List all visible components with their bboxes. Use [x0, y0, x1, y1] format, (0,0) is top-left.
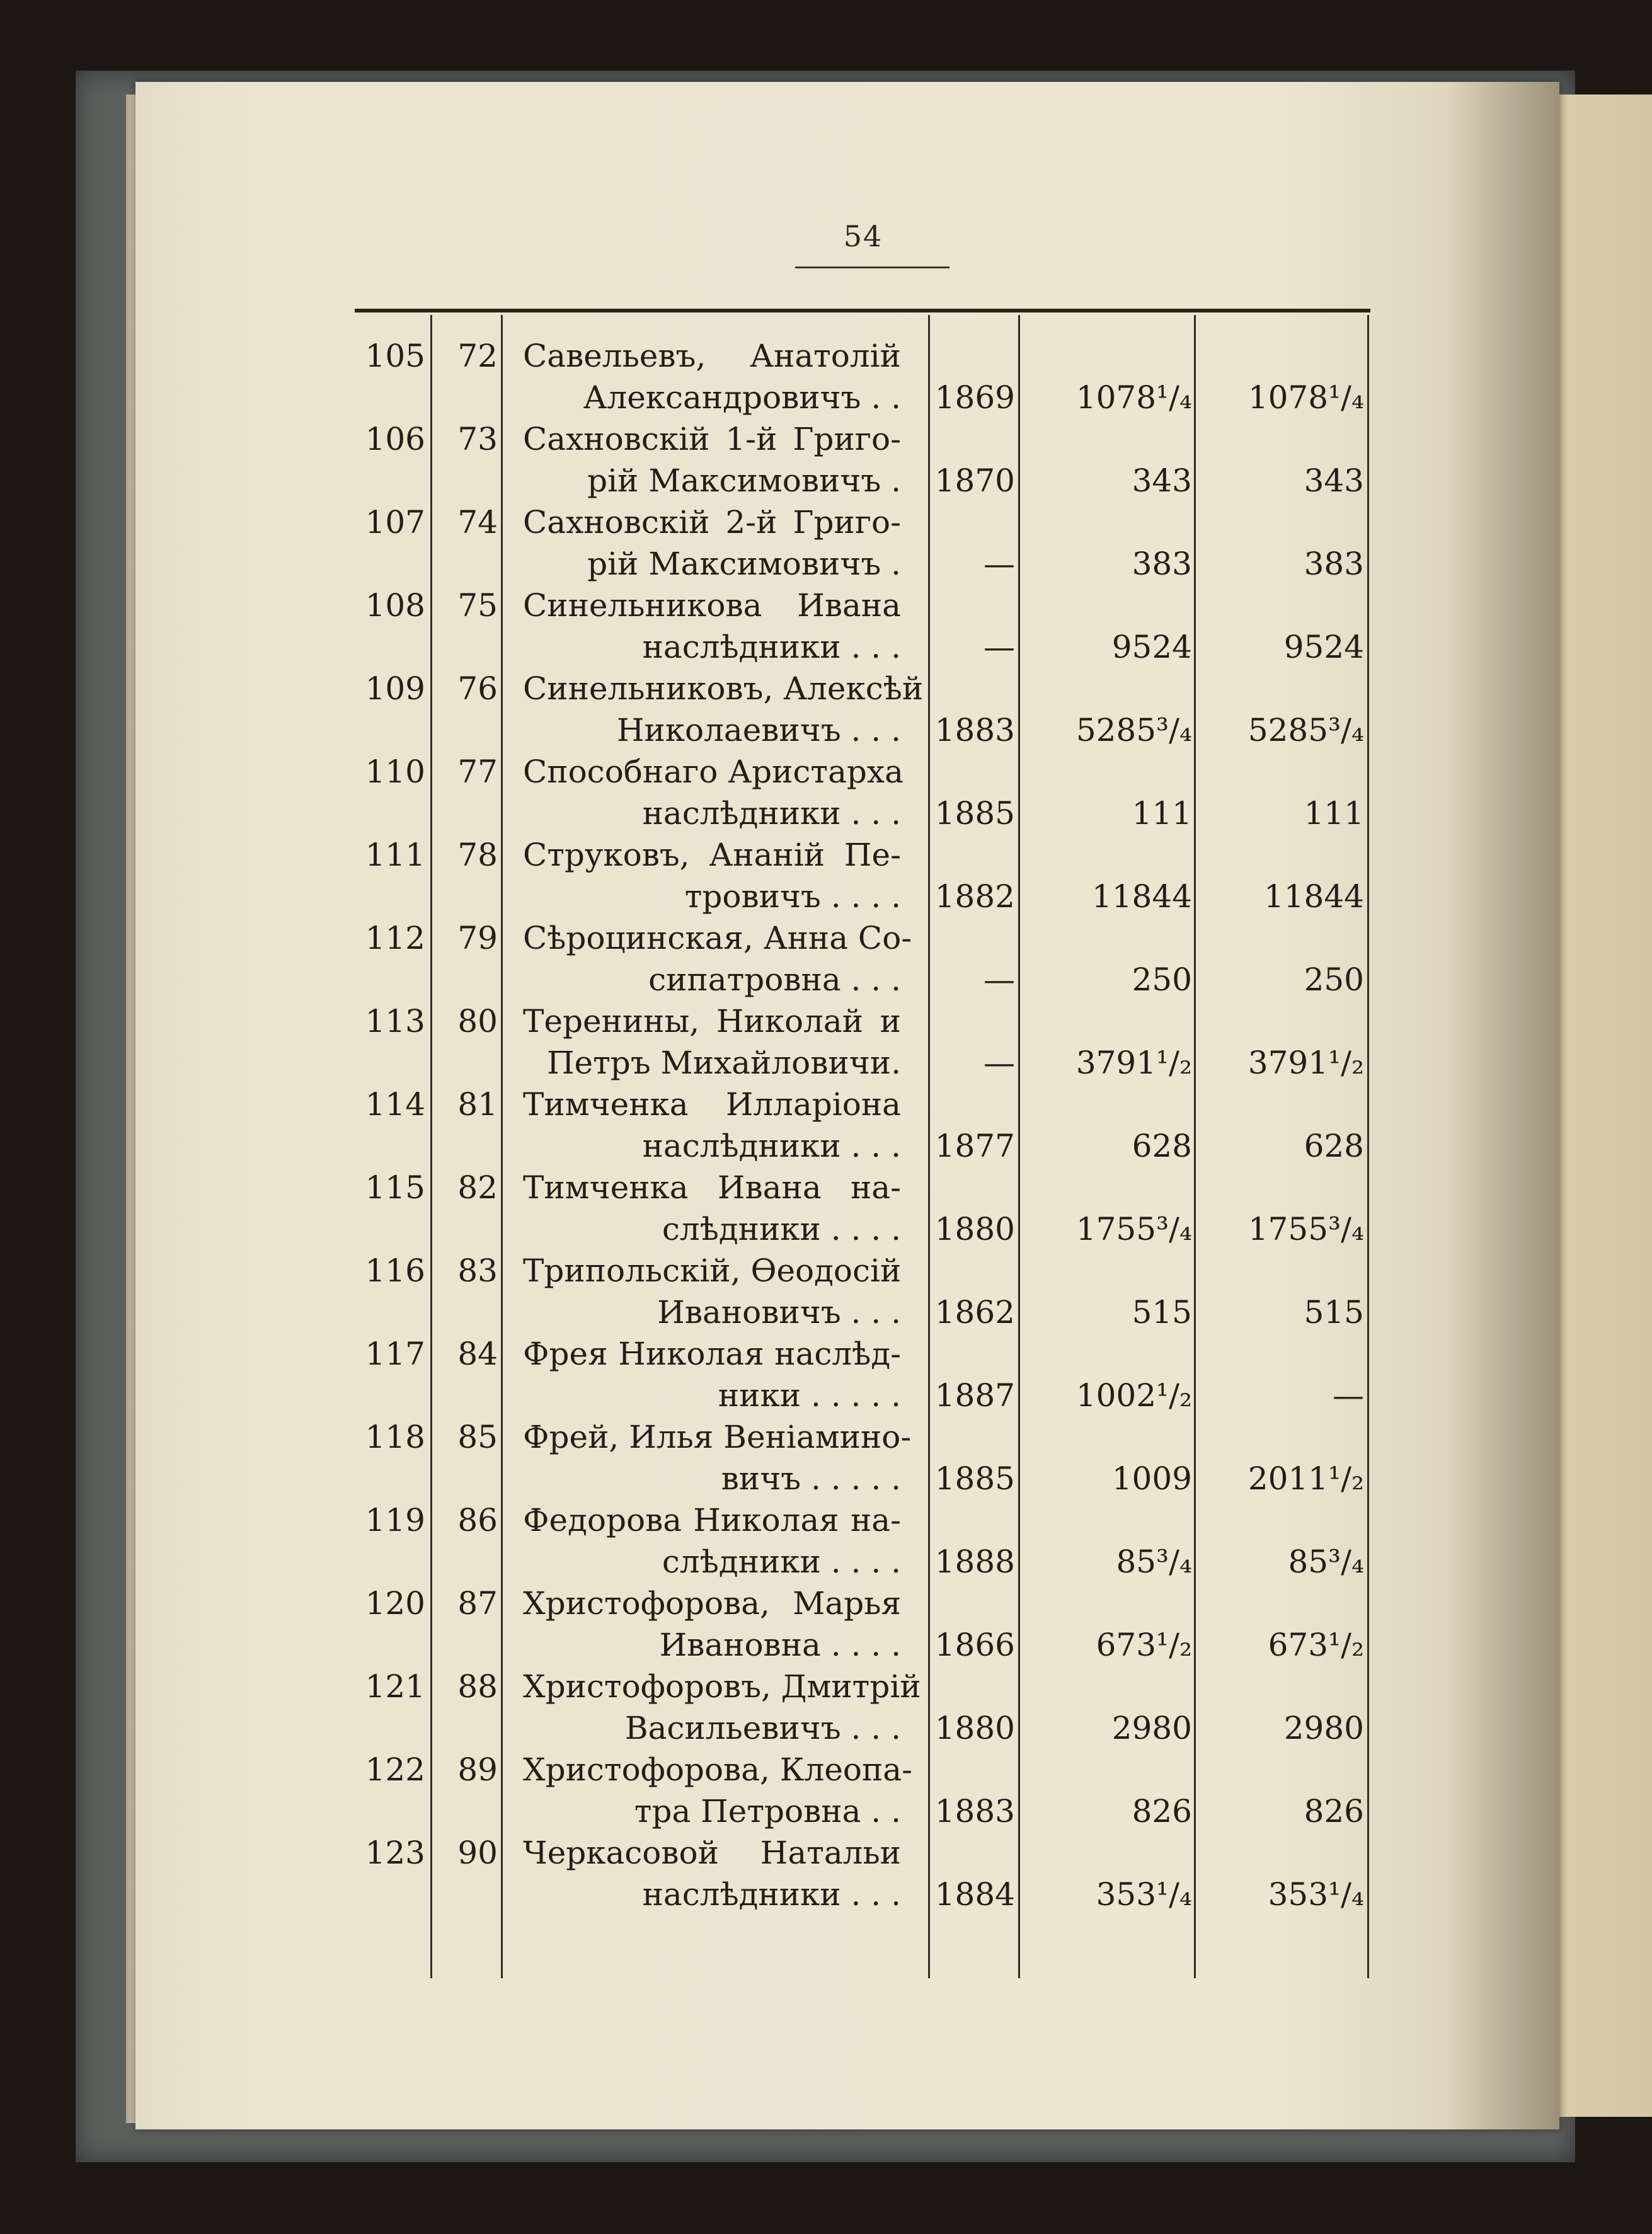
row-number: 108 — [365, 587, 425, 624]
amount-2: 3791¹/₂ — [1248, 1045, 1364, 1081]
amount-2: 353¹/₄ — [1268, 1876, 1364, 1913]
year: 1888 — [934, 1544, 1015, 1580]
name-line-2: наслѣдники . . . — [642, 1128, 901, 1164]
name-line-2: Петръ Михайловичи. — [546, 1045, 901, 1081]
amount-2: 5285³/₄ — [1248, 712, 1364, 748]
amount-2: 2011¹/₂ — [1248, 1460, 1364, 1497]
name-line-1: Тимченка Илларіона — [523, 1086, 901, 1123]
name-line-1: Тимченка Ивана на- — [523, 1169, 901, 1206]
year: 1862 — [934, 1294, 1015, 1331]
row-number: 106 — [365, 421, 425, 457]
row-subnumber: 74 — [457, 504, 498, 541]
name-line-2: Ивановичъ . . . — [657, 1294, 901, 1331]
row-subnumber: 87 — [457, 1585, 498, 1622]
year-col-rule — [928, 315, 930, 1978]
row-number: 109 — [365, 670, 425, 707]
amount-1: 383 — [1132, 546, 1192, 582]
year: — — [984, 1045, 1015, 1081]
name-line-1: Христофоровъ, Дмитрій — [523, 1668, 921, 1705]
amount-2: 1755³/₄ — [1248, 1211, 1364, 1247]
row-number: 114 — [365, 1086, 425, 1123]
name-line-1: Федорова Николая на- — [523, 1502, 901, 1538]
row-subnumber: 86 — [457, 1502, 498, 1538]
amount-2: 1078¹/₄ — [1248, 379, 1364, 416]
row-number: 107 — [365, 504, 425, 541]
amount-2: — — [1333, 1377, 1364, 1414]
name-line-1: Савельевъ, Анатолій — [523, 338, 901, 374]
amount-1: 11844 — [1091, 878, 1192, 915]
name-line-2: Александровичъ . . — [583, 379, 901, 416]
amount-2: 11844 — [1263, 878, 1364, 915]
name-line-2: Ивановна . . . . — [659, 1627, 901, 1663]
amount-1: 1078¹/₄ — [1076, 379, 1192, 416]
name-line-2: слѣдники . . . . — [662, 1544, 901, 1580]
amount-2: 673¹/₂ — [1268, 1627, 1364, 1663]
name-line-2: наслѣдники . . . — [642, 629, 901, 665]
year: 1883 — [934, 712, 1015, 748]
name-col-rule — [501, 315, 503, 1978]
year: 1866 — [934, 1627, 1015, 1663]
year: 1883 — [934, 1793, 1015, 1830]
row-subnumber: 79 — [457, 920, 498, 956]
amount-1: 111 — [1132, 795, 1192, 832]
amount-2: 343 — [1304, 462, 1364, 499]
amount-1: 5285³/₄ — [1076, 712, 1192, 748]
name-line-2: рій Максимовичъ . — [587, 546, 901, 582]
row-subnumber: 78 — [457, 837, 498, 873]
amount-1: 1009 — [1111, 1460, 1192, 1497]
name-line-2: слѣдники . . . . — [662, 1211, 901, 1247]
row-number: 111 — [365, 837, 425, 873]
name-line-1: Трипольскій, Ѳеодосій — [523, 1252, 902, 1289]
row-subnumber: 80 — [457, 1003, 498, 1040]
amount-2: 628 — [1304, 1128, 1364, 1164]
year: 1880 — [934, 1211, 1015, 1247]
row-subnumber: 81 — [457, 1086, 498, 1123]
row-number: 120 — [365, 1585, 425, 1622]
n-col-rule — [430, 315, 432, 1978]
name-line-1: Теренины, Николай и — [523, 1003, 901, 1040]
amount1-col-rule — [1018, 315, 1020, 1978]
table-top-rule — [355, 309, 1370, 312]
row-subnumber: 89 — [457, 1751, 498, 1788]
page-number: 54 — [843, 219, 883, 253]
year: 1884 — [934, 1876, 1015, 1913]
row-subnumber: 88 — [457, 1668, 498, 1705]
amount-1: 515 — [1132, 1294, 1192, 1331]
row-subnumber: 85 — [457, 1419, 498, 1455]
name-line-1: Фрей, Илья Веніамино- — [523, 1419, 912, 1455]
name-line-2: рій Максимовичъ . — [587, 462, 901, 499]
row-subnumber: 72 — [457, 338, 498, 374]
name-line-1: Христофорова, Клеопа- — [523, 1751, 912, 1788]
amount-1: 3791¹/₂ — [1076, 1045, 1192, 1081]
name-line-2: тра Петровна . . — [634, 1793, 901, 1830]
row-subnumber: 84 — [457, 1336, 498, 1372]
name-line-1: Струковъ, Ананій Пе- — [523, 837, 901, 873]
amount2-col-rule — [1194, 315, 1196, 1978]
row-number: 115 — [365, 1169, 425, 1206]
amount-2: 250 — [1304, 961, 1364, 998]
amount-1: 343 — [1132, 462, 1192, 499]
row-subnumber: 82 — [457, 1169, 498, 1206]
name-line-2: тровичъ . . . . — [684, 878, 901, 915]
amount-1: 250 — [1132, 961, 1192, 998]
name-line-1: Христофорова, Марья — [523, 1585, 901, 1622]
name-line-1: Сахновскій 1-й Григо- — [523, 421, 901, 457]
row-number: 123 — [365, 1835, 425, 1871]
row-subnumber: 83 — [457, 1252, 498, 1289]
row-subnumber: 76 — [457, 670, 498, 707]
amount-1: 1002¹/₂ — [1076, 1377, 1192, 1414]
right-rule — [1367, 315, 1369, 1978]
year: 1870 — [934, 462, 1015, 499]
name-line-2: ники . . . . . — [718, 1377, 901, 1414]
amount-1: 353¹/₄ — [1096, 1876, 1192, 1913]
page-number-rule — [795, 266, 949, 268]
name-line-1: Способнаго Аристарха — [523, 753, 903, 790]
year: 1885 — [934, 795, 1015, 832]
row-number: 113 — [365, 1003, 425, 1040]
year: — — [984, 961, 1015, 998]
amount-2: 2980 — [1283, 1710, 1364, 1746]
amount-1: 628 — [1132, 1128, 1192, 1164]
row-number: 117 — [365, 1336, 425, 1372]
year: — — [984, 629, 1015, 665]
name-line-1: Сѣроцинская, Анна Со- — [523, 920, 912, 956]
amount-2: 826 — [1304, 1793, 1364, 1830]
amount-2: 515 — [1304, 1294, 1364, 1331]
row-subnumber: 73 — [457, 421, 498, 457]
name-line-2: Николаевичъ . . . — [616, 712, 901, 748]
name-line-1: Черкасовой Натальи — [523, 1835, 901, 1871]
amount-1: 673¹/₂ — [1096, 1627, 1192, 1663]
row-subnumber: 90 — [457, 1835, 498, 1871]
name-line-2: Васильевичъ . . . — [624, 1710, 901, 1746]
year: 1885 — [934, 1460, 1015, 1497]
row-number: 112 — [365, 920, 425, 956]
amount-2: 383 — [1304, 546, 1364, 582]
name-line-2: вичъ . . . . . — [721, 1460, 901, 1497]
row-number: 105 — [365, 338, 425, 374]
name-line-1: Синельниковъ, Алексѣй — [523, 670, 924, 707]
year: 1880 — [934, 1710, 1015, 1746]
name-line-1: Фрея Николая наслѣд- — [523, 1336, 901, 1372]
row-number: 116 — [365, 1252, 425, 1289]
name-line-2: сипатровна . . . — [648, 961, 901, 998]
name-line-1: Сахновскій 2-й Григо- — [523, 504, 901, 541]
row-number: 118 — [365, 1419, 425, 1455]
amount-2: 9524 — [1283, 629, 1364, 665]
row-subnumber: 77 — [457, 753, 498, 790]
row-number: 121 — [365, 1668, 425, 1705]
year: 1877 — [934, 1128, 1015, 1164]
name-line-2: наслѣдники . . . — [642, 1876, 901, 1913]
year: — — [984, 546, 1015, 582]
name-line-2: наслѣдники . . . — [642, 795, 901, 832]
row-number: 119 — [365, 1502, 425, 1538]
row-number: 110 — [365, 753, 425, 790]
amount-2: 111 — [1304, 795, 1364, 832]
year: 1869 — [934, 379, 1015, 416]
amount-1: 9524 — [1111, 629, 1192, 665]
amount-1: 826 — [1132, 1793, 1192, 1830]
amount-2: 85³/₄ — [1288, 1544, 1364, 1580]
name-line-1: Синельникова Ивана — [523, 587, 901, 624]
row-number: 122 — [365, 1751, 425, 1788]
year: 1887 — [934, 1377, 1015, 1414]
year: 1882 — [934, 878, 1015, 915]
amount-1: 2980 — [1111, 1710, 1192, 1746]
row-subnumber: 75 — [457, 587, 498, 624]
amount-1: 1755³/₄ — [1076, 1211, 1192, 1247]
amount-1: 85³/₄ — [1116, 1544, 1192, 1580]
